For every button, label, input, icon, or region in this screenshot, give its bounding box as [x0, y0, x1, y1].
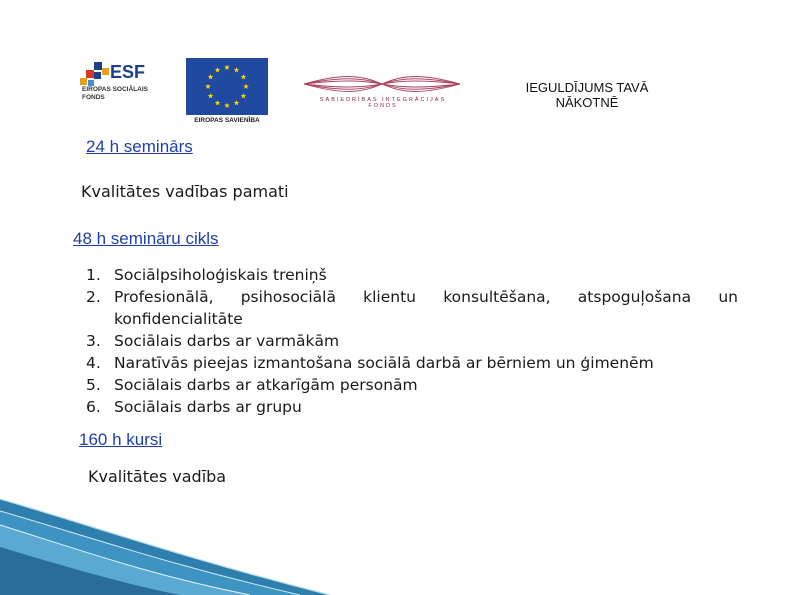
esf-wordmark: ESF — [110, 62, 146, 82]
list-item — [86, 352, 738, 374]
seminar-48h-heading: 48 h semināru cikls — [73, 229, 219, 248]
eu-star-icon — [208, 74, 214, 79]
eu-star-icon — [208, 93, 214, 98]
sif-wave-icon — [300, 72, 464, 96]
sif-logo — [300, 72, 464, 108]
eu-stars — [186, 58, 268, 115]
corner-swoosh-decoration — [0, 495, 330, 595]
eu-star-icon — [241, 74, 247, 79]
esf-mark-icon — [80, 62, 110, 88]
eu-star-icon — [234, 67, 240, 72]
list-item-text: Sociālais darbs ar grupu — [114, 398, 302, 416]
eu-star-icon — [224, 65, 230, 70]
list-item-text: Profesionālā, psihosociālā klientu konsultēšana, atspoguļošana un konfidencialitāte — [114, 288, 738, 328]
list-item — [86, 264, 738, 286]
list-item-number: 6. — [86, 398, 101, 416]
list-item — [86, 374, 738, 396]
slogan-line-1: IEGULDĪJUMS TAVĀ — [525, 80, 649, 95]
seminar-24h-heading: 24 h seminārs — [86, 137, 193, 156]
esf-logo — [80, 60, 152, 108]
eu-flag-icon — [186, 58, 268, 115]
eu-star-icon — [215, 100, 221, 105]
list-item-number: 5. — [86, 376, 101, 394]
slogan — [512, 80, 662, 110]
list-item-number: 3. — [86, 332, 101, 350]
esf-subtitle: EIROPAS SOCIĀLAIS FONDS — [82, 86, 148, 101]
list-item — [86, 396, 738, 418]
list-item-text: Sociālais darbs ar atkarīgām personām — [114, 376, 418, 394]
seminar-48h-list — [86, 264, 738, 418]
eu-star-icon — [215, 67, 221, 72]
eu-logo — [186, 58, 268, 126]
list-item — [86, 286, 738, 330]
list-item-number: 2. — [86, 288, 101, 306]
list-item-text: Naratīvās pieejas izmantošana sociālā darbā ar bērniem un ģimenēm — [114, 354, 654, 372]
list-item — [86, 330, 738, 352]
eu-star-icon — [243, 84, 249, 89]
list-item-number: 4. — [86, 354, 101, 372]
slogan-line-2: NĀKOTNĒ — [555, 95, 619, 110]
sif-caption: SABIEDRĪBAS INTEGRĀCIJAS FONDS — [319, 97, 447, 109]
list-item-text: Sociālais darbs ar varmākām — [114, 332, 340, 350]
course-160h-heading: 160 h kursi — [79, 430, 163, 449]
list-item-number: 1. — [86, 266, 101, 284]
eu-caption: EIROPAS SAVIENĪBA — [194, 117, 260, 124]
eu-star-icon — [205, 84, 211, 89]
eu-star-icon — [241, 93, 247, 98]
eu-star-icon — [234, 100, 240, 105]
list-item-text: Sociālpsiholoģiskais treniņš — [114, 266, 327, 284]
seminar-24h-topic: Kvalitātes vadības pamati — [81, 182, 289, 201]
course-160h-topic: Kvalitātes vadība — [88, 467, 227, 486]
eu-star-icon — [224, 103, 230, 108]
